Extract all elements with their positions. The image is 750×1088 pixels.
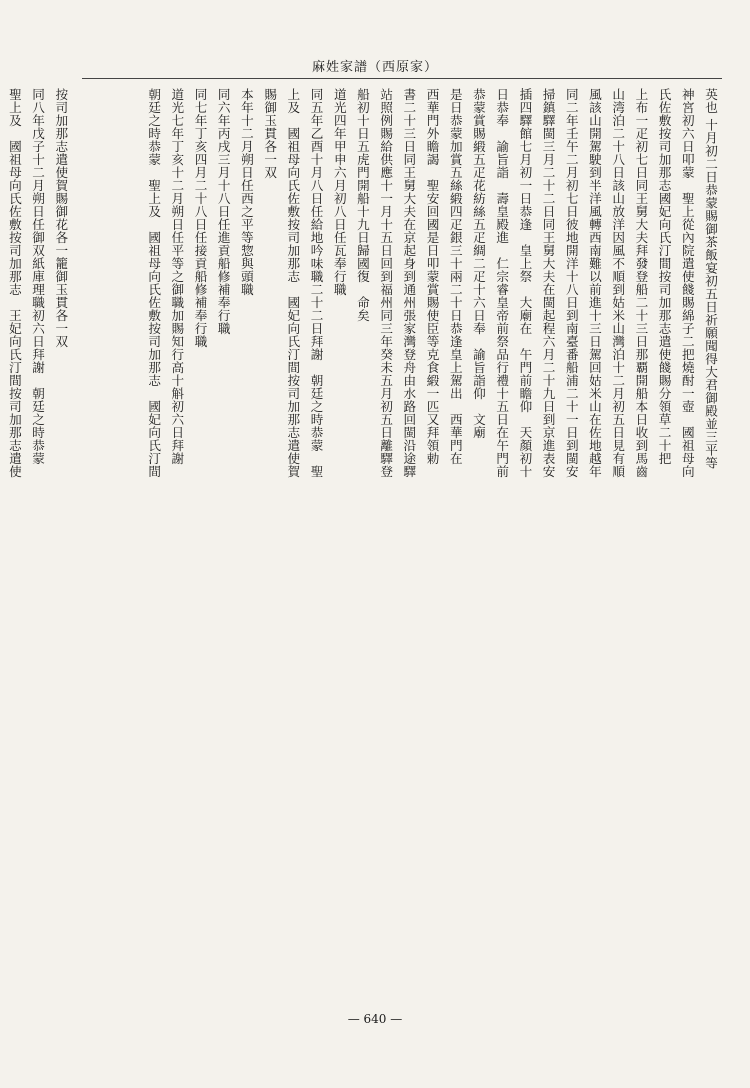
text-column: 同二年壬午二月初七日彼地開洋十八日到南臺番船浦二十一日到閩安 xyxy=(563,88,579,478)
text-column: 風該山開駕駛到半洋風轉西南難以前進十三日駕回姑米山在佐地越年 xyxy=(586,88,602,478)
text-column: 插四驛館七月初一日恭逢 皇上祭 大廟在 午門前瞻仰 天顏初十 xyxy=(517,88,533,478)
text-column: 書二十三日同王舅大夫在京起身到通州張家灣登舟由水路回閩沿途驛 xyxy=(401,88,417,478)
text-column: 船初十日五虎門開船十九日歸國復 命矣 xyxy=(354,88,370,322)
text-column: 西華門外瞻謁 聖安回國是日叩蒙賞賜使臣等克食緞一匹又拜領勅 xyxy=(424,88,440,465)
text-column: 同七年丁亥四月二十八日任接貢船修補奉行職 xyxy=(192,88,208,348)
text-column: 同八年戊子十二月朔日任御双紙庫理職初六日拜謝 朝廷之時恭蒙 xyxy=(30,88,46,465)
text-column: 道光七年丁亥十二月朔日任平等之御職加賜知行高十斛初六日拜謝 xyxy=(169,88,185,465)
running-header: 麻姓家譜（西原家） xyxy=(311,60,438,75)
text-column: 氏佐敷按司加那志國妃向氏汀間按司加那志遣使餞賜分領草二十把 xyxy=(656,88,672,465)
text-column: 神宮初六日叩蒙 聖上從內院遣使餞賜綿子二把燒酎一壺 國祖母向 xyxy=(679,88,695,478)
page-number: — 640 — xyxy=(347,1012,403,1026)
text-column: 聖上及 國祖母向氏佐敷按司加那志 王妃向氏汀間按司加那志遣使 xyxy=(6,88,22,478)
text-column: 賜御玉貫各一双 xyxy=(262,88,278,179)
text-column: 道光四年甲申六月初八日任瓦奉行職 xyxy=(331,88,347,296)
header-rule xyxy=(82,78,722,79)
text-column xyxy=(0,88,3,1018)
text-column xyxy=(119,88,142,1018)
text-column xyxy=(72,88,95,1018)
text-column: 同五年乙酉十月八日任給地吟味職二十二日拜謝 朝廷之時恭蒙 聖 xyxy=(308,88,324,478)
text-column: 按司加那志遣使賀賜御花各一籠御玉貫各一双 xyxy=(53,88,69,348)
text-column xyxy=(96,88,119,1018)
text-column: 恭蒙賞賜緞五疋花紡絲五疋綢二疋十六日奉 諭旨詣仰 文廟 xyxy=(470,88,486,439)
text-column: 本年十二月朔日任西之平等惣與頭職 xyxy=(238,88,254,296)
text-column: 掃鎮驛閩三月二十二日同王舅大夫在閩起程六月二十九日到京進表安 xyxy=(540,88,556,478)
vertical-text-body xyxy=(6,88,722,1018)
text-column: 朝廷之時恭蒙 聖上及 國祖母向氏佐敷按司加那志 國妃向氏汀間 xyxy=(146,88,162,478)
text-column: 上及 國祖母向氏佐敷按司加那志 國妃向氏汀間按司加那志遣使賀 xyxy=(285,88,301,478)
text-column: 站照例賜給供應十一月十五日回到福州同三年癸未五月初五日離驛登 xyxy=(378,88,394,478)
text-column: 同六年丙戌三月十八日任進貢船修補奉行職 xyxy=(215,88,231,335)
text-column: 英也 十月初二日恭蒙賜御茶飯宴初五日祈願聞得大君御殿並三平等 xyxy=(703,88,718,470)
text-column: 山湾泊二十八日該山放洋因風不順到姑米山灣泊十二月初五日見有順 xyxy=(610,88,626,478)
text-column: 日恭奉 諭旨詣 壽皇殿進 仁宗睿皇帝前祭品行禮十五日在午門前 xyxy=(494,88,510,478)
text-column: 是日恭蒙加賞五絲緞四疋銀三十兩二十日恭逢皇上駕出 西華門在 xyxy=(447,88,463,465)
text-column: 上布一疋初七日同王舅大夫拜發登船二十三日那覇開船本日收到馬齒 xyxy=(633,88,649,478)
